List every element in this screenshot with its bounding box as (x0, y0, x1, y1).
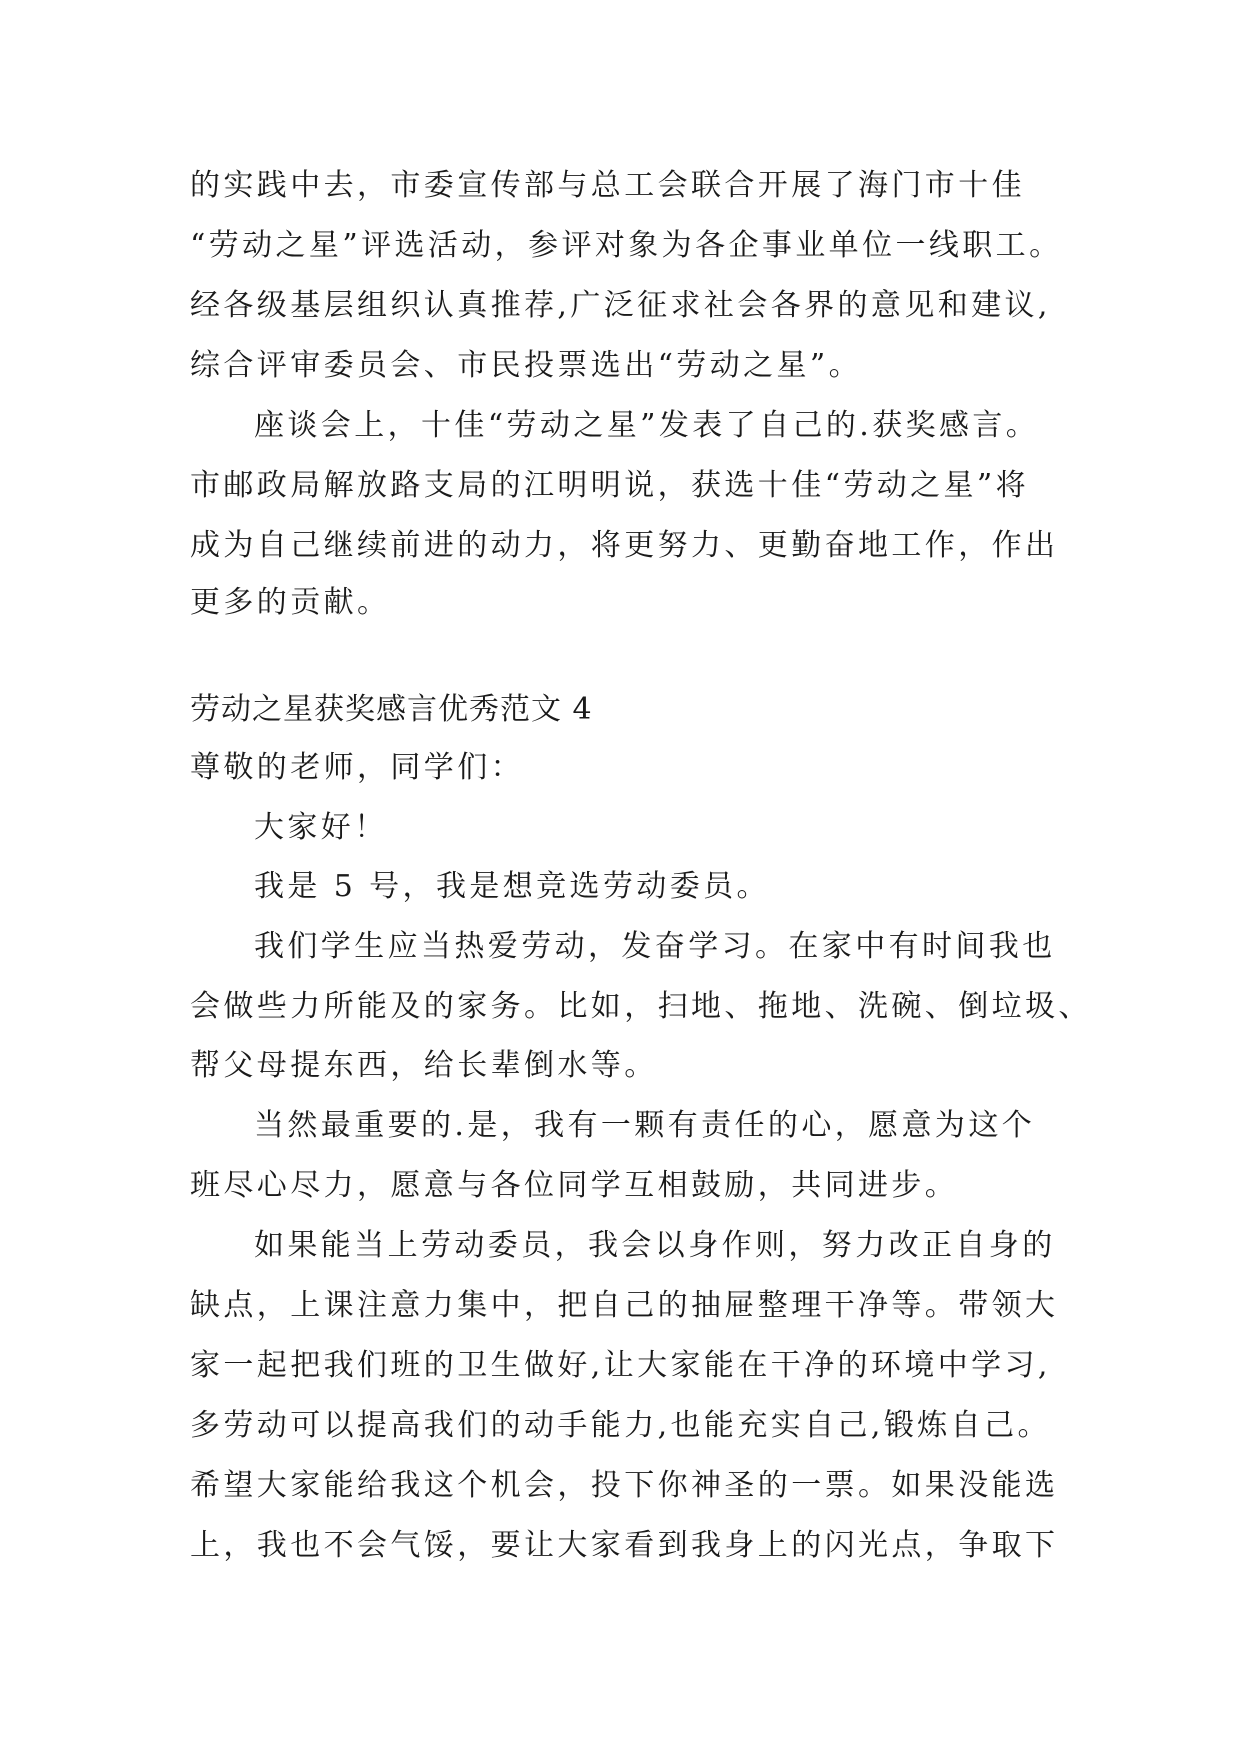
paragraph-2-line-2: 市邮政局解放路支局的江明明说，获选十佳“劳动之星”将 (190, 468, 1030, 503)
greeting: 大家好！ (254, 810, 388, 845)
paragraph-5-line-2: 缺点，上课注意力集中，把自己的抽屉整理干净等。带领大 (190, 1288, 1059, 1323)
section-title: 劳动之星获奖感言优秀范文 4 (190, 692, 593, 727)
paragraph-2-line-4: 更多的贡献。 (190, 585, 391, 620)
paragraph-1-line-2: “劳动之星”评选活动，参评对象为各企事业单位一线职工。 (190, 228, 1063, 263)
paragraph-3-line-1: 我们学生应当热爱劳动，发奋学习。在家中有时间我也 (254, 929, 1056, 964)
paragraph-3-line-2: 会做些力所能及的家务。比如，扫地、拖地、洗碗、倒垃圾、 (190, 989, 1092, 1024)
paragraph-2-line-1: 座谈会上，十佳“劳动之星”发表了自己的.获奖感言。 (254, 408, 1040, 443)
paragraph-5-line-1: 如果能当上劳动委员，我会以身作则，努力改正自身的 (254, 1228, 1056, 1263)
paragraph-3-line-3: 帮父母提东西，给长辈倒水等。 (190, 1048, 658, 1083)
paragraph-1-line-4: 综合评审委员会、市民投票选出“劳动之星”。 (190, 348, 863, 383)
paragraph-5-line-4: 多劳动可以提高我们的动手能力,也能充实自己,锻炼自己。 (190, 1408, 1051, 1443)
paragraph-4-line-2: 班尽心尽力，愿意与各位同学互相鼓励，共同进步。 (190, 1168, 959, 1203)
paragraph-1-line-1: 的实践中去，市委宣传部与总工会联合开展了海门市十佳 (190, 168, 1025, 203)
paragraph-2-line-3: 成为自己继续前进的动力，将更努力、更勤奋地工作，作出 (190, 528, 1059, 563)
paragraph-1-line-3: 经各级基层组织认真推荐,广泛征求社会各界的意见和建议, (190, 288, 1051, 323)
paragraph-4-line-1: 当然最重要的.是，我有一颗有责任的心，愿意为这个 (254, 1108, 1036, 1143)
paragraph-5-line-5: 希望大家能给我这个机会，投下你神圣的一票。如果没能选 (190, 1468, 1059, 1503)
paragraph-5-line-3: 家一起把我们班的卫生做好,让大家能在干净的环境中学习, (190, 1348, 1051, 1383)
paragraph-5-line-6: 上，我也不会气馁，要让大家看到我身上的闪光点，争取下 (190, 1528, 1059, 1563)
salutation: 尊敬的老师，同学们： (190, 750, 524, 785)
intro: 我是 5 号，我是想竞选劳动委员。 (254, 869, 770, 904)
